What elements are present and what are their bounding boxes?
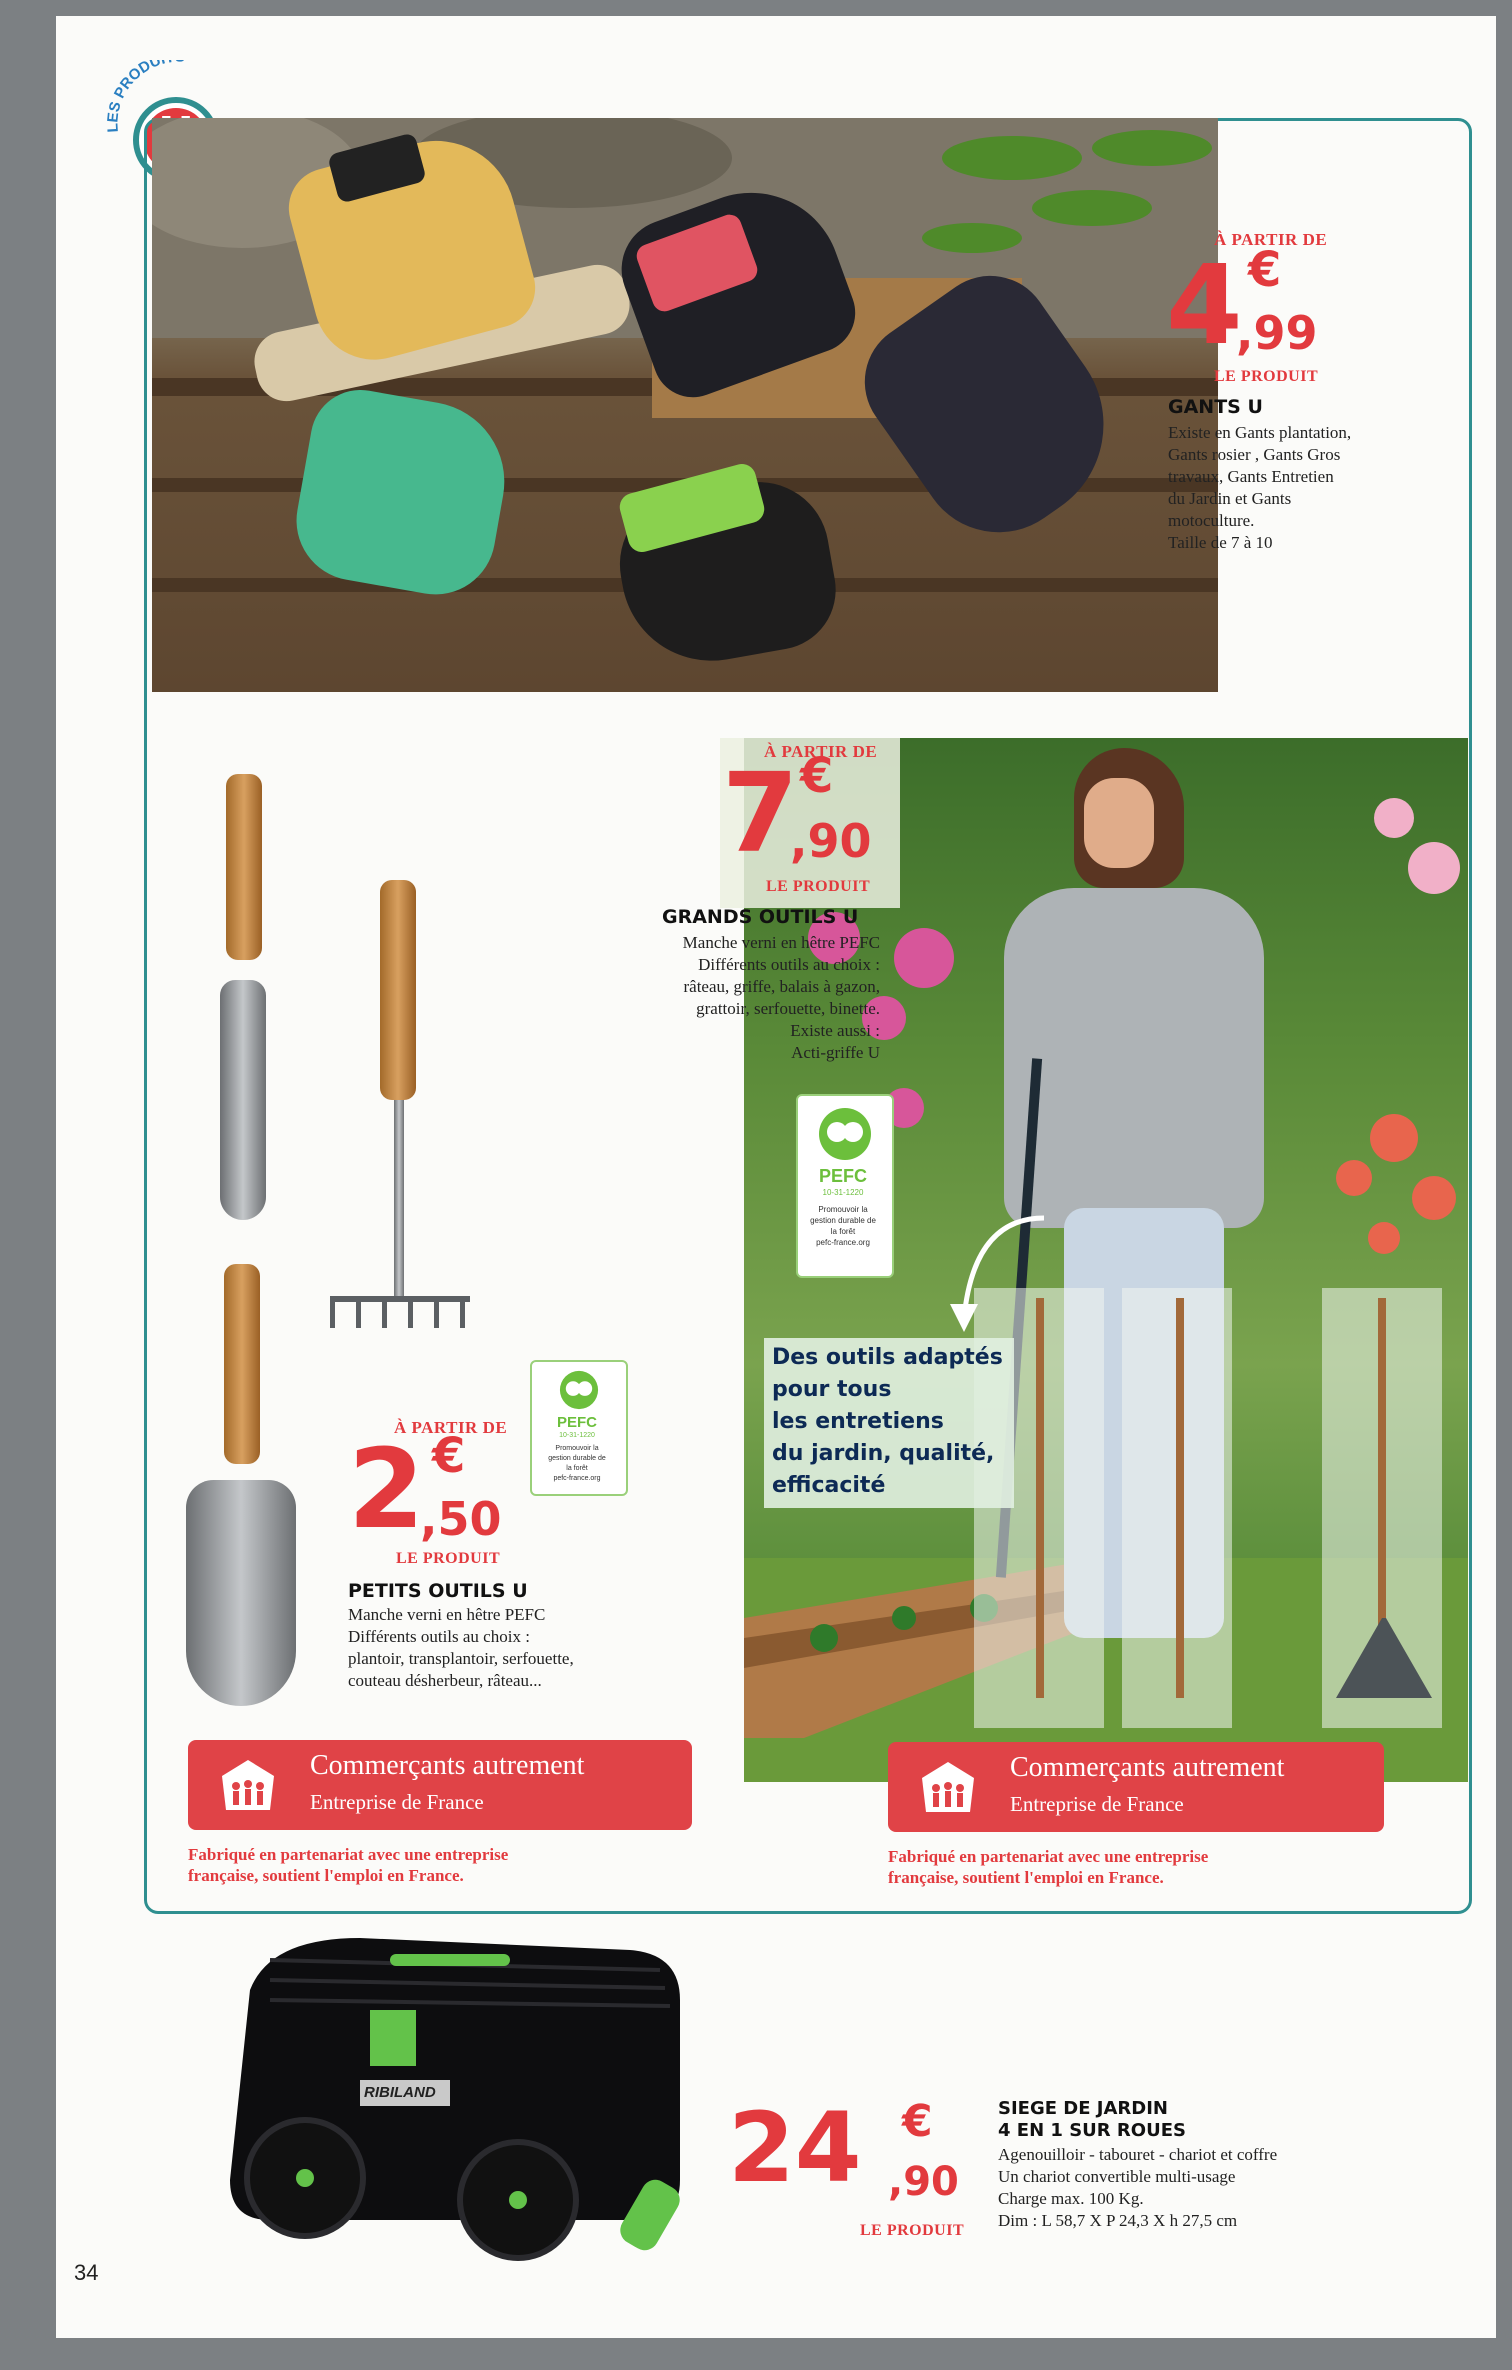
pefc-text-line: gestion durable de [548,1455,606,1462]
small-tools-from-label: À PARTIR DE [394,1418,508,1437]
badge-line2: Entreprise de France [1010,1792,1184,1816]
seat-brand: RIBILAND [364,2084,436,2101]
seat-desc-line: Agenouilloir - tabouret - chariot et coffre [998,2145,1278,2164]
seat-title-line: 4 EN 1 SUR ROUES [998,2120,1186,2141]
garden-seat-image [210,1930,710,2280]
pefc-text [798,1204,888,1248]
seat-title [998,2098,1186,2142]
callout-line: les entretiens [772,1409,944,1434]
gloves-price-int: 4 [1166,241,1243,369]
seat-description [998,2144,1418,2232]
gloves-desc-line: Existe en Gants plantation, [1168,423,1352,442]
badge-line1: Commerçants autrement [310,1750,585,1781]
big-tools-title: GRANDS OUTILS U [662,906,859,928]
gloves-desc-line: Taille de 7 à 10 [1168,533,1273,552]
seat-desc-line: Dim : L 58,7 X P 24,3 X h 27,5 cm [998,2211,1238,2230]
pefc-code: 10-31-1220 [559,1432,595,1439]
tools-callout-text [772,1342,1022,1502]
seat-unit-label: LE PRODUIT [860,2222,965,2239]
small-tools-price-dec: ,50 [420,1492,502,1546]
seat-desc-line: Charge max. 100 Kg. [998,2189,1144,2208]
store-people-icon [218,1756,278,1814]
pefc-text-line: la forêt [566,1465,588,1472]
small-tools-unit-label: LE PRODUIT [396,1550,501,1567]
big-tools-price-int: 7 [722,749,799,877]
small-tools-title: PETITS OUTILS U [348,1580,528,1602]
badge-note-line: française, soutient l'emploi en France. [188,1866,464,1885]
pefc-name: PEFC [556,1414,597,1431]
pefc-name: PEFC [818,1166,867,1186]
pefc-text-line: la forêt [830,1227,856,1236]
pefc-text-line: Promouvoir la [818,1205,868,1214]
gloves-price-currency: € [1248,242,1282,298]
seat-desc-line: Un chariot convertible multi-usage [998,2167,1236,2186]
pefc-text-line: Promouvoir la [555,1445,599,1452]
callout-line: du jardin, qualité, [772,1441,995,1466]
badge-note-left [188,1844,688,1886]
page-number: 34 [74,2260,99,2285]
pefc-code: 10-31-1220 [822,1188,864,1197]
big-tools-desc-line: Existe aussi : [790,1021,880,1040]
gloves-desc-line: travaux, Gants Entretien [1168,467,1334,486]
small-tools-description [348,1604,678,1692]
hoe-handle [1036,1298,1044,1698]
gloves-price-panel [1158,226,1458,696]
small-rake-shaft [394,1100,404,1300]
pefc-text-line: pefc-france.org [816,1238,870,1247]
big-tools-desc-line: grattoir, serfouette, binette. [696,999,880,1018]
gloves-desc-line: Gants rosier , Gants Gros [1168,445,1341,464]
small-tools-desc-line: couteau désherbeur, râteau... [348,1671,542,1690]
gloves-description [1168,422,1428,554]
gloves-desc-line: motoculture. [1168,511,1255,530]
store-people-icon [918,1758,978,1816]
seat-title-line: SIEGE DE JARDIN [998,2098,1168,2119]
small-rake-handle [380,880,416,1100]
gloves-from-label: À PARTIR DE [1214,230,1328,249]
pefc-tree-icon [815,1104,875,1164]
small-tools-desc-line: Différents outils au choix : [348,1627,530,1646]
gloves-desc-line: du Jardin et Gants [1168,489,1292,508]
rake-handle [1378,1298,1386,1638]
big-tools-desc-line: Différents outils au choix : [698,955,880,974]
callout-arrow-icon [934,1208,1054,1338]
badge-note-right [888,1846,1388,1888]
badge-line1: Commerçants autrement [1010,1752,1285,1783]
big-tools-from-label: À PARTIR DE [764,742,878,761]
pefc-text-line: pefc-france.org [553,1475,601,1482]
small-tools-price-int: 2 [348,1425,425,1553]
trowel-blade [220,980,266,1220]
callout-line: Des outils adaptés [772,1345,1003,1370]
seat-price-int: 24 [728,2092,862,2204]
woman-face [1084,778,1154,868]
big-tools-description [600,932,880,1064]
big-tools-price-currency: € [800,748,834,804]
callout-line: efficacité [772,1473,886,1498]
badge-note-line: française, soutient l'emploi en France. [888,1868,1164,1887]
pefc-text-line: gestion durable de [810,1216,876,1225]
small-tools-price-currency: € [432,1428,466,1484]
gloves-photo [152,118,1218,692]
big-tools-unit-label: LE PRODUIT [766,878,871,895]
big-tools-desc-line: râteau, griffe, balais à gazon, [683,977,880,996]
badge-note-line: Fabriqué en partenariat avec une entreprise [188,1845,509,1864]
trowel-handle [226,774,262,960]
seat-price-dec: ,90 [888,2159,959,2205]
badge-line2: Entreprise de France [310,1790,484,1814]
gloves-title: GANTS U [1168,396,1263,418]
big-tools-price-dec: ,90 [790,814,872,868]
seat-price-currency: € [902,2096,933,2147]
pefc-label-big-tools [796,1094,894,1278]
fan-rake-head [1334,1618,1434,1708]
small-tools-desc-line: plantoir, transplantoir, serfouette, [348,1649,574,1668]
pefc-label-small-tools [530,1360,628,1496]
transplanter-handle [224,1264,260,1464]
pefc-text [532,1444,622,1484]
small-rake-head [330,1296,470,1328]
big-tools-desc-line: Acti-griffe U [791,1043,880,1062]
big-tools-desc-line: Manche verni en hêtre PEFC [682,933,880,952]
logo-arc-text: LES PRODU [104,60,164,133]
pefc-tree-icon [557,1368,601,1412]
broom-handle [1176,1298,1184,1698]
badge-note-line: Fabriqué en partenariat avec une entreprise [888,1847,1209,1866]
callout-line: pour tous [772,1377,892,1402]
woman-shirt [1004,888,1264,1228]
commercants-badge-left [188,1740,692,1830]
small-tools-desc-line: Manche verni en hêtre PEFC [348,1605,546,1624]
gloves-unit-label: LE PRODUIT [1214,368,1319,385]
commercants-badge-right [888,1742,1384,1832]
gloves-price-dec: ,99 [1236,306,1318,360]
transplanter-blade [186,1480,296,1706]
